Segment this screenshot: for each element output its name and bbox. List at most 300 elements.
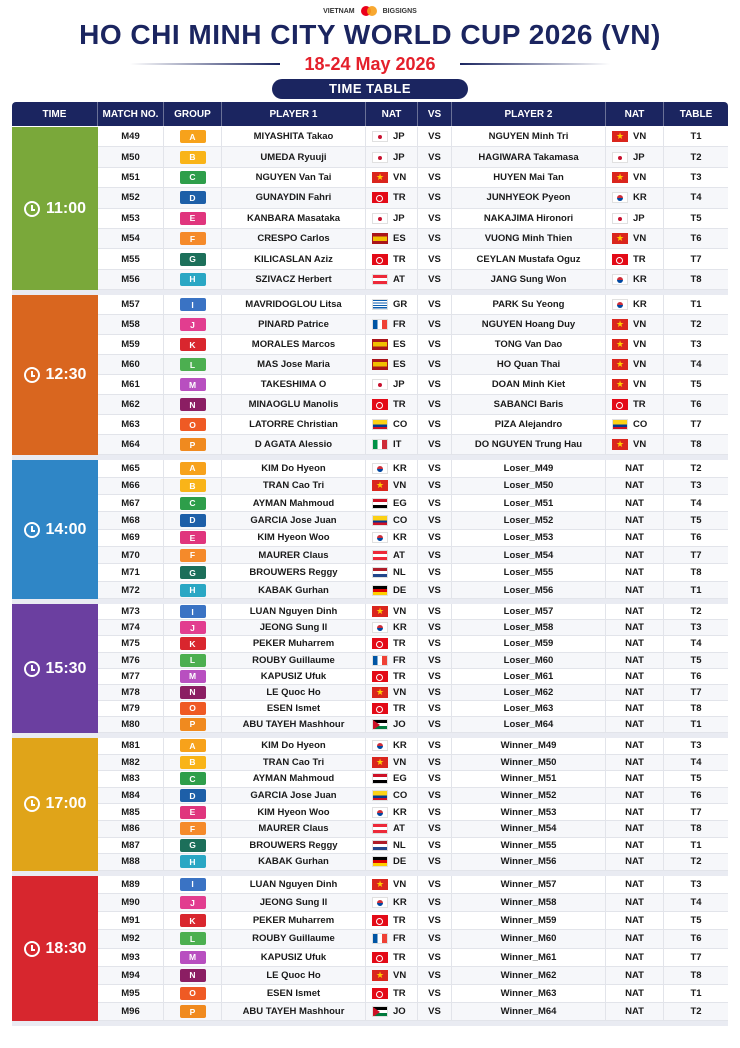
group-cell (164, 620, 222, 635)
table-row (98, 460, 728, 477)
match-number: M50 (98, 147, 164, 166)
table-row (98, 1003, 728, 1021)
vs-label: VS (418, 669, 452, 684)
flag-de-icon (372, 585, 388, 596)
table-number: T8 (690, 273, 702, 285)
player-1-name: BROUWERS Reggy (222, 838, 366, 854)
flag-nl-icon (372, 840, 388, 851)
match-number: M65 (98, 460, 164, 476)
match-number: M78 (98, 685, 164, 700)
group-cell (164, 804, 222, 820)
player-2-name: Winner_M60 (452, 930, 606, 947)
nat-code: NAT (625, 549, 644, 561)
player-1-nat (366, 949, 418, 966)
brand-left-text: VIETNAM (323, 7, 355, 15)
flag-fr-icon (372, 319, 388, 330)
player-1-name: AYMAN Mahmoud (222, 495, 366, 511)
player-2-name: TONG Van Dao (452, 335, 606, 354)
match-rows (98, 295, 728, 455)
player-1-name: JEONG Sung Il (222, 620, 366, 635)
group-cell (164, 894, 222, 911)
group-badge: M (180, 378, 206, 391)
flag-tr-icon (372, 192, 388, 203)
group-badge: O (180, 702, 206, 715)
group-cell (164, 636, 222, 651)
match-number: M66 (98, 478, 164, 494)
player-1-name: MAS Jose Maria (222, 355, 366, 374)
flag-tr-icon (612, 399, 628, 410)
brand-right-text: BIGSIGNS (382, 7, 417, 15)
group-badge: B (180, 756, 206, 769)
flag-tr-icon (372, 952, 388, 963)
nat-code: NAT (625, 878, 644, 890)
player-2-name: NGUYEN Hoang Duy (452, 315, 606, 334)
player-1-nat (366, 547, 418, 563)
match-number: M80 (98, 717, 164, 732)
player-1-name: MAVRIDOGLOU Litsa (222, 295, 366, 314)
header-nat-2: NAT (606, 102, 664, 126)
player-2-nat (606, 335, 664, 354)
clock-icon (24, 661, 40, 677)
subtitle-divider-left (130, 63, 280, 65)
table-number: T5 (690, 514, 702, 526)
player-2-name: Winner_M64 (452, 1003, 606, 1020)
player-1-name: CRESPO Carlos (222, 229, 366, 248)
player-1-nat (366, 229, 418, 248)
table-number: T1 (690, 839, 702, 851)
group-badge: L (180, 358, 206, 371)
player-2-nat (606, 717, 664, 732)
group-badge: F (180, 822, 206, 835)
nat-code: GR (393, 299, 408, 311)
table-row (98, 685, 728, 701)
table-row (98, 395, 728, 415)
table-row (98, 985, 728, 1003)
nat-code: JO (393, 718, 406, 730)
group-badge: L (180, 654, 206, 667)
table-number: T5 (690, 654, 702, 666)
nat-code: TR (393, 951, 406, 963)
player-1-name: ESEN Ismet (222, 985, 366, 1002)
table-row (98, 127, 728, 147)
player-1-nat (366, 854, 418, 870)
nat-code: NAT (625, 584, 644, 596)
player-1-nat (366, 188, 418, 207)
group-cell (164, 209, 222, 228)
time-slot-block (12, 460, 728, 604)
match-number: M69 (98, 530, 164, 546)
table-row (98, 530, 728, 547)
nat-code: KR (393, 740, 407, 752)
player-1-name: KABAK Gurhan (222, 582, 366, 598)
player-1-name: ABU TAYEH Mashhour (222, 717, 366, 732)
vs-label: VS (418, 229, 452, 248)
player-2-nat (606, 620, 664, 635)
nat-code: NL (393, 839, 406, 851)
group-badge: A (180, 130, 206, 143)
flag-vn-icon (372, 879, 388, 890)
nat-code: KR (393, 532, 407, 544)
group-badge: E (180, 806, 206, 819)
table-number: T1 (690, 987, 702, 999)
nat-code: VN (633, 319, 647, 331)
player-1-nat (366, 1003, 418, 1020)
time-slot-cell (12, 460, 98, 599)
vs-label: VS (418, 838, 452, 854)
table-row (98, 771, 728, 788)
flag-kr-icon (612, 299, 628, 310)
player-2-nat (606, 395, 664, 414)
table-number: T1 (690, 299, 702, 311)
player-2-nat (606, 512, 664, 528)
group-cell (164, 460, 222, 476)
player-1-nat (366, 375, 418, 394)
player-2-nat (606, 249, 664, 268)
player-1-name: BROUWERS Reggy (222, 564, 366, 580)
match-number: M67 (98, 495, 164, 511)
nat-code: AT (393, 549, 405, 561)
table-number: T2 (690, 151, 702, 163)
player-2-name: Loser_M60 (452, 653, 606, 668)
flag-vn-icon (372, 480, 388, 491)
nat-code: NAT (625, 951, 644, 963)
table-number: T5 (690, 773, 702, 785)
nat-code: EG (393, 497, 407, 509)
flag-co-icon (372, 790, 388, 801)
table-number: T8 (690, 567, 702, 579)
group-cell (164, 717, 222, 732)
player-2-name: PARK Su Yeong (452, 295, 606, 314)
player-1-name: ROUBY Guillaume (222, 930, 366, 947)
group-cell (164, 582, 222, 598)
nat-code: DE (393, 584, 407, 596)
group-cell (164, 295, 222, 314)
nat-code: KR (393, 897, 407, 909)
player-1-name: MORALES Marcos (222, 335, 366, 354)
flag-tr-icon (612, 254, 628, 265)
vs-label: VS (418, 495, 452, 511)
match-number: M60 (98, 355, 164, 374)
nat-code: JP (393, 151, 405, 163)
group-cell (164, 854, 222, 870)
match-number: M89 (98, 876, 164, 893)
group-cell (164, 685, 222, 700)
vs-label: VS (418, 270, 452, 289)
table-row (98, 355, 728, 375)
flag-kr-icon (612, 192, 628, 203)
time-slot-cell (12, 876, 98, 1022)
group-badge: J (180, 896, 206, 909)
match-number: M70 (98, 547, 164, 563)
player-1-name: PEKER Muharrem (222, 912, 366, 929)
player-2-name: Winner_M53 (452, 804, 606, 820)
player-2-nat (606, 771, 664, 787)
flag-tr-icon (372, 671, 388, 682)
flag-co-icon (612, 419, 628, 430)
vs-label: VS (418, 127, 452, 146)
vs-label: VS (418, 209, 452, 228)
nat-code: IT (393, 439, 402, 451)
player-2-name: Winner_M56 (452, 854, 606, 870)
player-1-nat (366, 653, 418, 668)
player-1-nat (366, 435, 418, 454)
group-badge: P (180, 438, 206, 451)
vs-label: VS (418, 949, 452, 966)
player-1-nat (366, 669, 418, 684)
table-row (98, 854, 728, 871)
match-number: M68 (98, 512, 164, 528)
table-number: T4 (690, 359, 702, 371)
table-row (98, 717, 728, 733)
group-cell (164, 127, 222, 146)
table-row (98, 912, 728, 930)
player-2-name: JUNHYEOK Pyeon (452, 188, 606, 207)
flag-jo-icon (372, 719, 388, 730)
nat-code: NAT (625, 718, 644, 730)
player-1-nat (366, 168, 418, 187)
nat-code: NAT (625, 462, 644, 474)
header-vs: VS (418, 102, 452, 126)
nat-code: NAT (625, 773, 644, 785)
vs-label: VS (418, 168, 452, 187)
nat-code: NAT (625, 480, 644, 492)
header-nat-1: NAT (366, 102, 418, 126)
table-row (98, 564, 728, 581)
vs-label: VS (418, 512, 452, 528)
nat-code: NAT (625, 670, 644, 682)
nat-code: VN (393, 878, 407, 890)
nat-code: VN (633, 359, 647, 371)
group-cell (164, 838, 222, 854)
table-number: T6 (690, 532, 702, 544)
flag-jp-icon (372, 131, 388, 142)
player-2-nat (606, 315, 664, 334)
player-1-name: LUAN Nguyen Dinh (222, 876, 366, 893)
match-number: M73 (98, 604, 164, 619)
flag-nl-icon (372, 567, 388, 578)
player-1-name: MIYASHITA Takao (222, 127, 366, 146)
player-2-nat (606, 653, 664, 668)
nat-code: CO (393, 514, 408, 526)
table-row (98, 620, 728, 636)
nat-code: NAT (625, 567, 644, 579)
player-1-nat (366, 685, 418, 700)
header-table: TABLE (679, 108, 713, 120)
match-rows (98, 127, 728, 290)
group-badge: M (180, 951, 206, 964)
nat-code: VN (633, 131, 647, 143)
player-1-name: ROUBY Guillaume (222, 653, 366, 668)
time-slot-label: 11:00 (45, 199, 87, 217)
player-1-name: JEONG Sung Il (222, 894, 366, 911)
nat-code: NL (393, 567, 406, 579)
table-row (98, 188, 728, 208)
nat-code: NAT (625, 823, 644, 835)
player-1-nat (366, 512, 418, 528)
vs-label: VS (418, 930, 452, 947)
vs-label: VS (418, 375, 452, 394)
player-1-name: MAURER Claus (222, 547, 366, 563)
match-number: M81 (98, 738, 164, 754)
group-badge: J (180, 318, 206, 331)
nat-code: VN (633, 171, 647, 183)
player-2-nat (606, 930, 664, 947)
table-row (98, 582, 728, 599)
table-number: T2 (690, 319, 702, 331)
nat-code: NAT (625, 638, 644, 650)
table-number: T6 (690, 933, 702, 945)
player-2-nat (606, 168, 664, 187)
match-number: M90 (98, 894, 164, 911)
table-row (98, 636, 728, 652)
player-2-name: Winner_M61 (452, 949, 606, 966)
flag-vn-icon (612, 319, 628, 330)
vs-label: VS (418, 564, 452, 580)
vs-label: VS (418, 395, 452, 414)
match-number: M76 (98, 653, 164, 668)
nat-code: TR (393, 915, 406, 927)
group-badge: K (180, 637, 206, 650)
group-cell (164, 395, 222, 414)
group-badge: D (180, 789, 206, 802)
match-rows (98, 460, 728, 599)
group-badge: G (180, 839, 206, 852)
group-badge: N (180, 686, 206, 699)
time-slot-label: 15:30 (45, 659, 87, 677)
player-1-name: KIM Hyeon Woo (222, 804, 366, 820)
table-row (98, 335, 728, 355)
header-time: TIME (12, 102, 98, 126)
group-badge: L (180, 932, 206, 945)
flag-kr-icon (372, 740, 388, 751)
player-2-name: Loser_M51 (452, 495, 606, 511)
player-1-nat (366, 894, 418, 911)
flag-kr-icon (372, 532, 388, 543)
flag-co-icon (372, 419, 388, 430)
player-1-nat (366, 985, 418, 1002)
nat-code: VN (633, 439, 647, 451)
table-row (98, 755, 728, 772)
player-1-name: TRAN Cao Tri (222, 478, 366, 494)
player-2-nat (606, 912, 664, 929)
flag-tr-icon (372, 638, 388, 649)
group-badge: B (180, 479, 206, 492)
table-number: T4 (690, 192, 702, 204)
nat-code: CO (633, 419, 648, 431)
player-2-name: HUYEN Mai Tan (452, 168, 606, 187)
nat-code: FR (393, 933, 406, 945)
vs-label: VS (418, 147, 452, 166)
group-badge: M (180, 670, 206, 683)
group-badge: B (180, 151, 206, 164)
player-2-name: Loser_M57 (452, 604, 606, 619)
vs-label: VS (418, 355, 452, 374)
nat-code: VN (393, 171, 407, 183)
table-row (98, 838, 728, 855)
nat-code: VN (393, 480, 407, 492)
header-match-no: MATCH NO. (98, 102, 164, 126)
vs-label: VS (418, 854, 452, 870)
player-2-nat (606, 435, 664, 454)
group-cell (164, 168, 222, 187)
table-number: T6 (690, 790, 702, 802)
match-number: M49 (98, 127, 164, 146)
player-2-nat (606, 876, 664, 893)
table-row (98, 876, 728, 894)
group-cell (164, 495, 222, 511)
match-number: M91 (98, 912, 164, 929)
player-2-name: Loser_M63 (452, 701, 606, 716)
group-cell (164, 701, 222, 716)
nat-code: NAT (625, 839, 644, 851)
table-number: T2 (690, 1006, 702, 1018)
time-slot-cell (12, 604, 98, 733)
nat-code: AT (393, 823, 405, 835)
flag-co-icon (372, 515, 388, 526)
nat-code: VN (393, 969, 407, 981)
player-1-nat (366, 530, 418, 546)
player-1-nat (366, 930, 418, 947)
nat-code: JP (393, 131, 405, 143)
nat-code: TR (393, 702, 406, 714)
table-number: T4 (690, 897, 702, 909)
vs-label: VS (418, 685, 452, 700)
match-number: M86 (98, 821, 164, 837)
group-badge: O (180, 987, 206, 1000)
group-badge: E (180, 212, 206, 225)
table-number: T7 (690, 951, 702, 963)
flag-vn-icon (372, 172, 388, 183)
player-2-nat (606, 701, 664, 716)
time-slot-cell (12, 295, 98, 455)
table-number: T4 (690, 638, 702, 650)
group-cell (164, 653, 222, 668)
nat-code: NAT (625, 654, 644, 666)
player-2-nat (606, 209, 664, 228)
group-cell (164, 478, 222, 494)
flag-vn-icon (612, 131, 628, 142)
match-number: M83 (98, 771, 164, 787)
table-number: T3 (690, 171, 702, 183)
nat-code: DE (393, 856, 407, 868)
player-1-nat (366, 335, 418, 354)
player-2-name: Winner_M50 (452, 755, 606, 771)
table-row (98, 495, 728, 512)
player-2-name: Loser_M59 (452, 636, 606, 651)
table-number: T3 (690, 622, 702, 634)
player-1-nat (366, 821, 418, 837)
flag-vn-icon (612, 379, 628, 390)
table-row (98, 804, 728, 821)
vs-label: VS (418, 547, 452, 563)
table-row (98, 270, 728, 290)
nat-code: NAT (625, 897, 644, 909)
vs-label: VS (418, 876, 452, 893)
player-1-nat (366, 788, 418, 804)
group-cell (164, 512, 222, 528)
time-slot-cell (12, 127, 98, 290)
match-number: M92 (98, 930, 164, 947)
vs-label: VS (418, 335, 452, 354)
player-2-name: CEYLAN Mustafa Oguz (452, 249, 606, 268)
table-row (98, 547, 728, 564)
group-cell (164, 315, 222, 334)
vs-label: VS (418, 821, 452, 837)
nat-code: ES (393, 233, 406, 245)
flag-vn-icon (372, 970, 388, 981)
table-number: T2 (690, 462, 702, 474)
nat-code: NAT (625, 856, 644, 868)
